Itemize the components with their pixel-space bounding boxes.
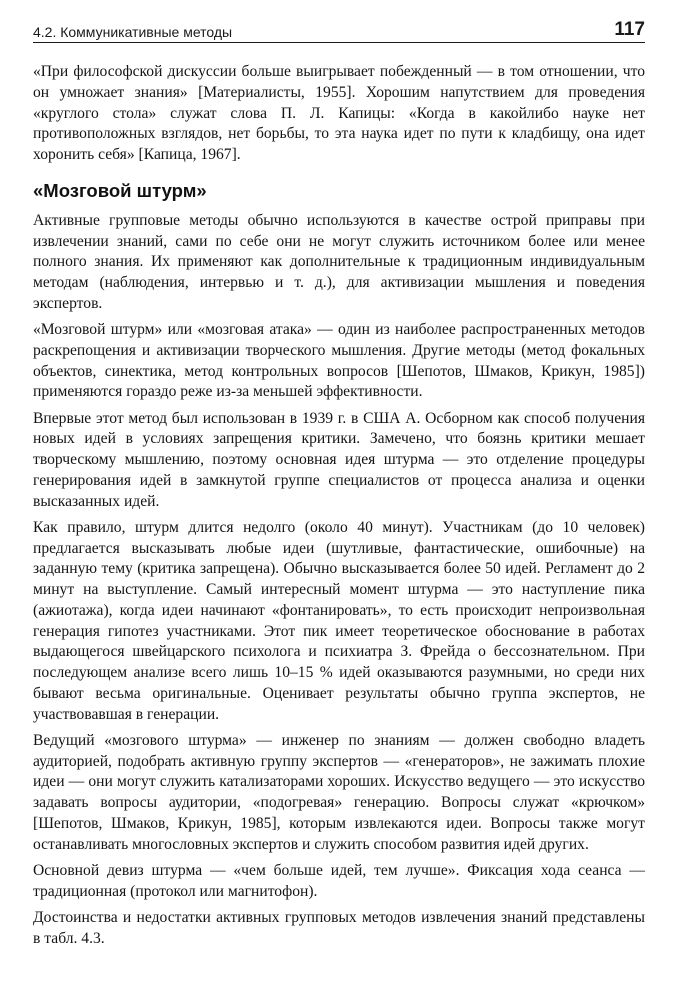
section-heading: «Мозговой штурм» xyxy=(33,179,207,201)
body-paragraph: Впервые этот метод был использован в 1939 г. в США А. Осборном как способ получения новых идей в условиях запрещения критики. Замечено, что боязнь критики мешает творческому мышлению, поэтому основная идея штурма — это отделение процедуры генерирования идей в замкнутой группе специалистов от процесса анализа и оценки высказанных идей. xyxy=(33,409,645,510)
body-paragraph: Ведущий «мозгового штурма» — инженер по знаниям — должен свободно владеть аудиторией, подобрать активную группу экспертов — «генераторов», не зажимать плохие идеи — они могут служить катализаторами хороших. Искусство ведущего — это искусство задавать вопросы аудитории, «подогревая» генерацию. Вопросы служат «крючком» [Шепотов, Шмаков, Крикун, 1985], которым извлекаются идеи. Вопросы также могут останавливать многословных экспертов и служить способом развития идей других. xyxy=(33,731,645,853)
body-paragraph: «Мозговой штурм» или «мозговая атака» — один из наиболее распространенных методов раскрепощения и активизации творческого мышления. Другие методы (метод фокальных объектов, синектика, метод контрольных вопросов [Шепотов, Шмаков, Крикун, 1985]) применяются гораздо реже из-за меньшей эффективности. xyxy=(33,321,645,401)
body-paragraph: Основной девиз штурма — «чем больше идей, тем лучше». Фиксация хода сеанса — традиционная (протокол или магнитофон). xyxy=(33,861,645,900)
running-header-title: 4.2. Коммуникативные методы xyxy=(33,24,233,40)
intro-paragraph: «При философской дискуссии больше выигрывает побежденный — в том отношении, что он умножает знания» [Материалисты, 1955]. Хорошим напутствием для проведения «круглого стола» служат слова П. Л. Капицы: «Когда в какойлибо науке нет противоположных взглядов, нет борьбы, то эта наука идет по пути к кладбищу, она идет хоронить себя» [Капица, 1967]. xyxy=(33,63,645,163)
page-number: 117 xyxy=(614,19,645,40)
body-paragraph: Как правило, штурм длится недолго (около 40 минут). Участникам (до 10 человек) предлагается высказывать любые идеи (шутливые, фантастические, ошибочные) на заданную тему (критика запрещена). Обычно высказывается более 50 идей. Регламент до 2 минут на выступление. Самый интересный момент штурма — это наступление пика (ажиотажа), когда идеи начинают «фонтанировать», то есть происходит непроизвольная генерация гипотез участниками. Этот пик имеет теоретическое обоснование в работах выдающегося швейцарского психолога и психиатра З. Фрейда о бессознательном. При последующем анализе всего лишь 10–15 % идей оказываются разумными, но среди них бывают весьма оригинальные. Оценивает результаты обычно группа экспертов, не участвовавшая в генерации. xyxy=(33,518,645,723)
body-paragraph: Достоинства и недостатки активных групповых методов извлечения знаний представлены в табл. 4.3. xyxy=(33,908,645,947)
running-header xyxy=(33,14,645,43)
page-body xyxy=(33,62,645,955)
body-paragraph: Активные групповые методы обычно используются в качестве острой приправы при извлечении знаний, сами по себе они не могут служить источником более или менее полного знания. Их применяют как дополнительные к традиционным индивидуальным методам (наблюдения, интервью и т. д.), для активизации мышления и поведения экспертов. xyxy=(33,211,645,312)
